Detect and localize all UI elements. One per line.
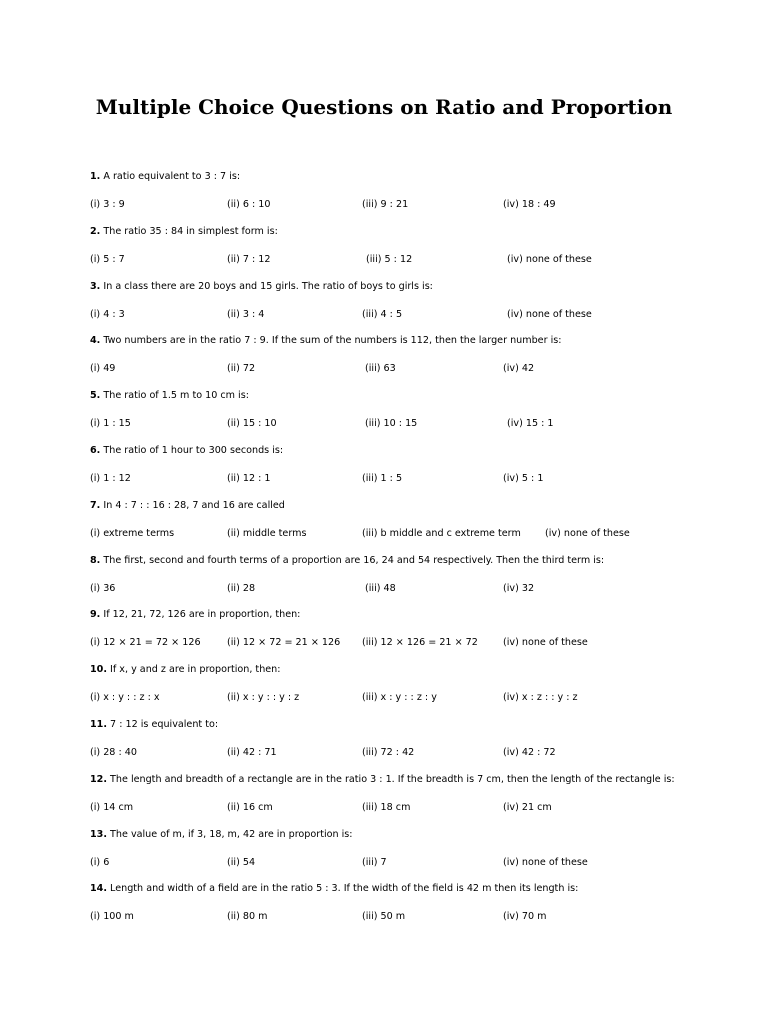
question-text: If x, y and z are in proportion, then: — [107, 664, 281, 676]
option-iv: (iv) 15 : 1 — [507, 418, 554, 430]
question-number: 2. — [90, 225, 101, 237]
option-i: (i) 1 : 15 — [90, 418, 131, 430]
option-iii: (iii) 18 cm — [362, 801, 411, 813]
option-ii: (ii) 6 : 10 — [227, 199, 271, 210]
option-iii: (iii) 63 — [365, 363, 396, 375]
question-text: A ratio equivalent to 3 : 7 is: — [100, 171, 241, 182]
question-stem — [90, 385, 249, 407]
question-number: 14. — [90, 883, 107, 895]
question-14 — [90, 878, 762, 933]
question-text: Two numbers are in the ratio 7 : 9. If the sum of the numbers is 112, then the larger number is: — [100, 335, 562, 347]
option-ii: (ii) x : y : : y : z — [227, 692, 300, 704]
question-stem — [90, 495, 285, 517]
question-number: 12. — [90, 773, 107, 785]
page-title: Multiple Choice Questions on Ratio and Proportion — [95, 95, 673, 119]
question-11 — [90, 714, 762, 769]
option-iii: (iii) 1 : 5 — [362, 472, 403, 484]
question-2 — [90, 221, 762, 276]
option-ii: (ii) 15 : 10 — [227, 418, 277, 430]
option-i: (i) 36 — [90, 582, 116, 594]
option-ii: (ii) 42 : 71 — [227, 746, 277, 758]
option-iv: (iv) x : z : : y : z — [503, 692, 578, 704]
question-9 — [90, 604, 762, 659]
option-iv: (iv) none of these — [503, 856, 588, 868]
option-ii: (ii) middle terms — [227, 527, 307, 539]
answer-options — [90, 632, 762, 654]
option-i: (i) 28 : 40 — [90, 746, 137, 758]
option-iv: (iv) 32 — [503, 582, 535, 594]
question-number: 10. — [90, 664, 107, 676]
question-stem — [90, 714, 218, 736]
option-i: (i) 4 : 3 — [90, 308, 125, 320]
answer-options — [90, 249, 762, 271]
option-i: (i) 1 : 12 — [90, 472, 131, 484]
option-iv: (iv) 18 : 49 — [503, 199, 556, 210]
option-ii: (ii) 3 : 4 — [227, 308, 265, 320]
option-iii: (iii) 12 × 126 = 21 × 72 — [362, 637, 478, 649]
answer-options — [90, 468, 762, 490]
question-number: 13. — [90, 828, 107, 840]
option-iii: (iii) x : y : : z : y — [362, 692, 437, 704]
question-text: The ratio of 1.5 m to 10 cm is: — [100, 390, 249, 402]
question-stem — [90, 769, 675, 791]
question-number: 3. — [90, 280, 101, 292]
question-10 — [90, 659, 762, 714]
option-iii: (iii) 50 m — [362, 911, 406, 923]
question-stem — [90, 878, 578, 900]
question-number: 6. — [90, 444, 101, 456]
answer-options — [90, 852, 762, 874]
question-text: The ratio 35 : 84 in simplest form is: — [100, 225, 278, 237]
question-number: 8. — [90, 554, 101, 566]
option-iv: (iv) none of these — [503, 637, 588, 649]
question-stem — [90, 166, 240, 188]
question-number: 11. — [90, 718, 107, 730]
answer-options — [90, 578, 762, 600]
question-text: The length and breadth of a rectangle are in the ratio 3 : 1. If the breadth is 7 cm, then the length of the rectangle is: — [107, 773, 675, 785]
answer-options — [90, 906, 762, 928]
question-stem — [90, 824, 353, 846]
option-ii: (ii) 72 — [227, 363, 256, 375]
question-number: 4. — [90, 335, 101, 347]
question-stem — [90, 659, 280, 681]
option-iii: (iii) 9 : 21 — [362, 199, 409, 210]
option-iii: (iii) 5 : 12 — [366, 253, 413, 265]
answer-options — [90, 304, 762, 326]
answer-options — [90, 194, 762, 216]
option-i: (i) 12 × 21 = 72 × 126 — [90, 637, 201, 649]
answer-options — [90, 523, 762, 545]
question-8 — [90, 550, 762, 605]
option-iv: (iv) 70 m — [503, 911, 547, 923]
option-i: (i) 5 : 7 — [90, 253, 125, 265]
option-iv: (iv) none of these — [545, 527, 630, 539]
question-text: 7 : 12 is equivalent to: — [107, 718, 219, 730]
option-iv: (iv) none of these — [507, 308, 592, 320]
answer-options — [90, 742, 762, 764]
option-ii: (ii) 28 — [227, 582, 256, 594]
option-ii: (ii) 16 cm — [227, 801, 273, 813]
question-13 — [90, 824, 762, 879]
question-6 — [90, 440, 762, 495]
option-iv: (iv) 5 : 1 — [503, 472, 544, 484]
option-i: (i) 3 : 9 — [90, 199, 125, 210]
question-stem — [90, 440, 283, 462]
question-list — [90, 166, 762, 933]
question-number: 5. — [90, 390, 101, 402]
question-text: In 4 : 7 : : 16 : 28, 7 and 16 are called — [100, 499, 285, 511]
question-number: 1. — [90, 171, 101, 182]
option-i: (i) 6 — [90, 856, 110, 868]
question-stem — [90, 276, 433, 298]
option-i: (i) 14 cm — [90, 801, 134, 813]
answer-options — [90, 358, 762, 380]
option-iii: (iii) 10 : 15 — [365, 418, 418, 430]
answer-options — [90, 797, 762, 819]
option-i: (i) extreme terms — [90, 527, 175, 539]
question-text: If 12, 21, 72, 126 are in proportion, then: — [100, 609, 301, 621]
option-iv: (iv) 42 — [503, 363, 535, 375]
option-ii: (ii) 80 m — [227, 911, 268, 923]
question-12 — [90, 769, 762, 824]
question-text: The first, second and fourth terms of a proportion are 16, 24 and 54 respectively. Then the third term is: — [100, 554, 605, 566]
question-5 — [90, 385, 762, 440]
question-3 — [90, 276, 762, 331]
question-stem — [90, 221, 278, 243]
option-iii: (iii) 48 — [365, 582, 396, 594]
answer-options — [90, 413, 762, 435]
question-text: The ratio of 1 hour to 300 seconds is: — [100, 444, 284, 456]
option-i: (i) 49 — [90, 363, 116, 375]
option-iv: (iv) 21 cm — [503, 801, 552, 813]
question-stem — [90, 550, 604, 572]
option-iii: (iii) 4 : 5 — [362, 308, 403, 320]
question-text: The value of m, if 3, 18, m, 42 are in proportion is: — [107, 828, 353, 840]
question-number: 7. — [90, 499, 101, 511]
option-iv: (iv) 42 : 72 — [503, 746, 556, 758]
option-i: (i) 100 m — [90, 911, 134, 923]
option-ii: (ii) 12 : 1 — [227, 472, 271, 484]
answer-options — [90, 687, 762, 709]
question-1 — [90, 166, 762, 221]
option-iv: (iv) none of these — [507, 253, 592, 265]
option-iii: (iii) 7 — [362, 856, 387, 868]
question-stem — [90, 330, 561, 352]
question-text: In a class there are 20 boys and 15 girls. The ratio of boys to girls is: — [100, 280, 433, 292]
question-7 — [90, 495, 762, 550]
question-4 — [90, 330, 762, 385]
option-i: (i) x : y : : z : x — [90, 692, 160, 704]
question-number: 9. — [90, 609, 101, 621]
option-ii: (ii) 7 : 12 — [227, 253, 271, 265]
question-stem — [90, 604, 300, 626]
option-ii: (ii) 54 — [227, 856, 256, 868]
option-iii: (iii) 72 : 42 — [362, 746, 415, 758]
option-ii: (ii) 12 × 72 = 21 × 126 — [227, 637, 341, 649]
question-text: Length and width of a field are in the ratio 5 : 3. If the width of the field is 42 m then its length is: — [107, 883, 579, 895]
option-iii: (iii) b middle and c extreme term — [362, 527, 521, 539]
